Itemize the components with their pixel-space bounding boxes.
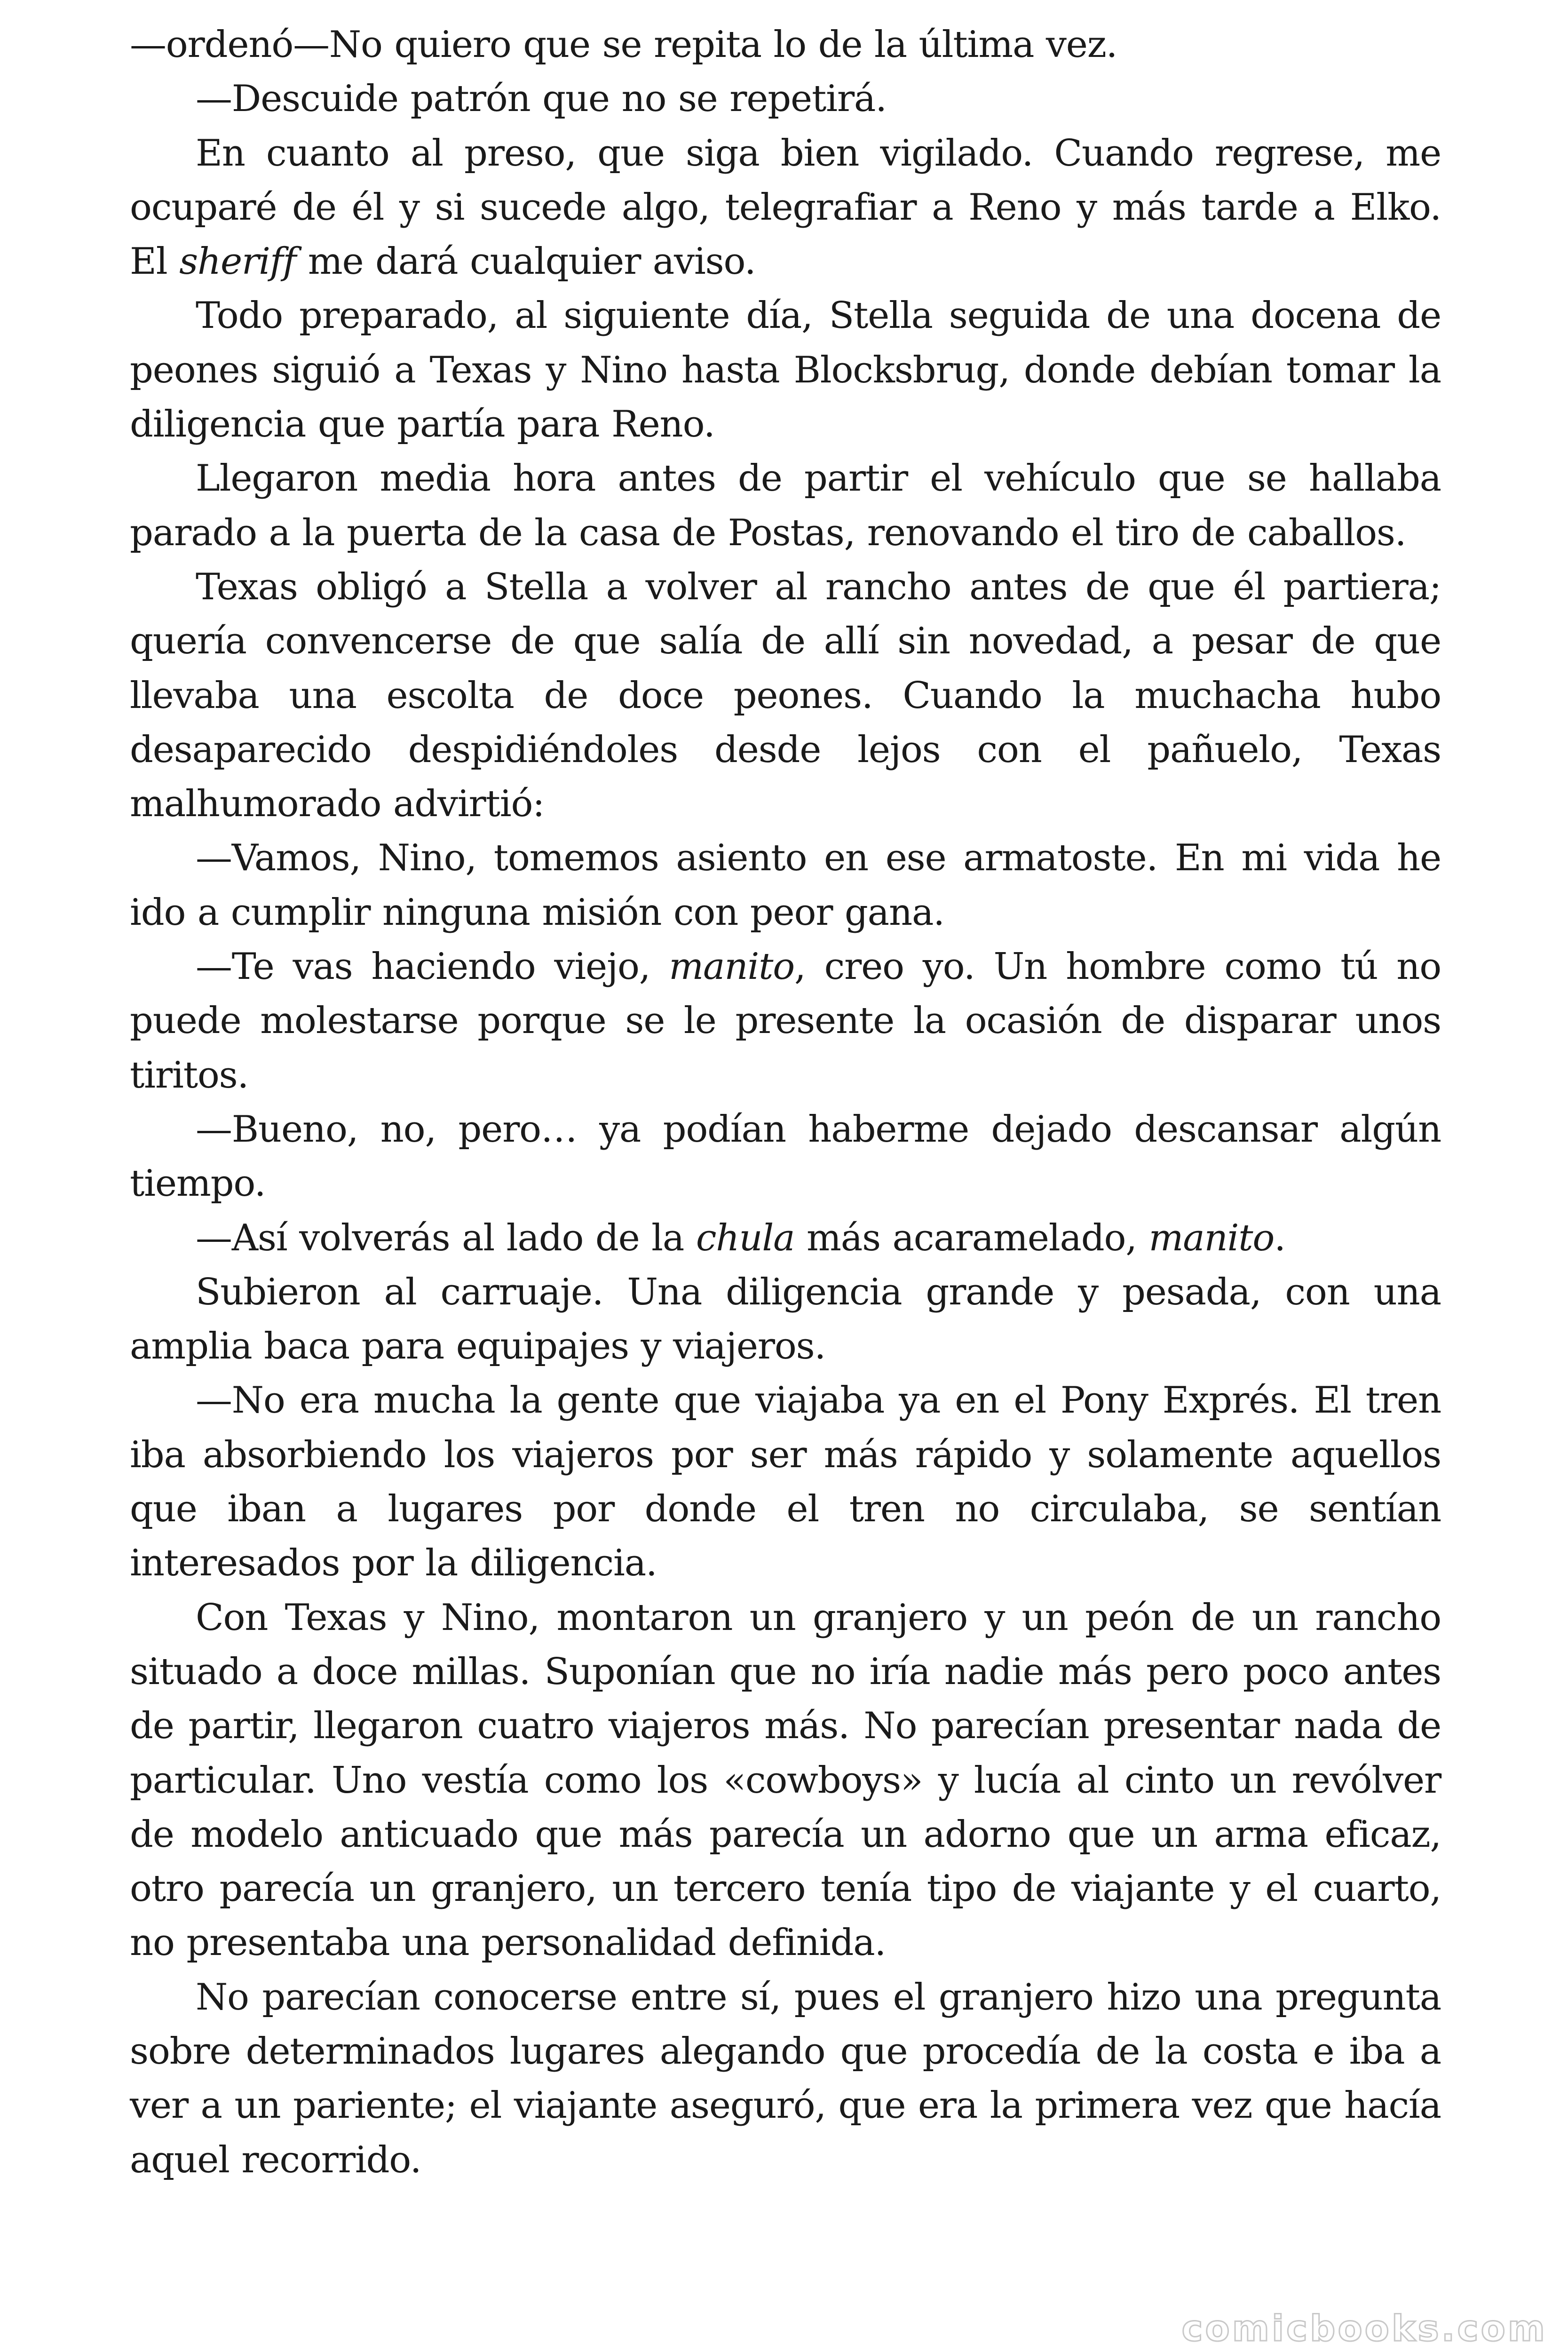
text-segment: —Te vas haciendo viejo, [196, 946, 669, 988]
text-segment: —Descuide patrón que no se repetirá. [196, 78, 887, 120]
text-segment: Subieron al carruaje. Una diligencia grande y pesada, con una amplia baca para equipajes y viajeros. [130, 1271, 1441, 1368]
text-segment: más acaramelado, [794, 1216, 1149, 1259]
paragraph [130, 1374, 1441, 1590]
text-segment: me dará cualquier aviso. [296, 240, 756, 283]
watermark: comicbooks.com [1181, 2307, 1547, 2349]
paragraph [130, 560, 1441, 831]
paragraph [130, 289, 1441, 452]
italic-text: chula [696, 1216, 795, 1259]
text-segment: , creo yo. Un hombre como tú no puede molestarse porque se le presente la ocasión de disparar unos tiritos. [130, 946, 1441, 1097]
text-segment: . [1274, 1216, 1285, 1259]
paragraph [130, 1265, 1441, 1374]
text-segment: —Bueno, no, pero… ya podían haberme dejado descansar algún tiempo. [130, 1108, 1441, 1205]
text-segment: —Vamos, Nino, tomemos asiento en ese armatoste. En mi vida he ido a cumplir ninguna misión con peor gana. [130, 837, 1441, 934]
paragraph [130, 1591, 1441, 1971]
paragraph [130, 18, 1441, 72]
text-segment: Llegaron media hora antes de partir el vehículo que se hallaba parado a la puerta de la casa de Postas, renovando el tiro de caballos. [130, 457, 1441, 554]
text-segment: En cuanto al preso, que siga bien vigilado. Cuando regrese, me ocuparé de él y si sucede algo, telegrafiar a Reno y más tarde a Elko. El [130, 132, 1441, 283]
text-segment: —Así volverás al lado de la [196, 1216, 696, 1259]
text-segment: Todo preparado, al siguiente día, Stella seguida de una docena de peones siguió a Texas y Nino hasta Blocksbrug, donde debían tomar la diligencia que partía para Reno. [130, 294, 1441, 446]
paragraph [130, 72, 1441, 126]
text-segment: Con Texas y Nino, montaron un granjero y un peón de un rancho situado a doce millas. Suponían que no iría nadie más pero poco antes de partir, llegaron cuatro viajeros más. No parecían presentar nada de particular. Uno vestía como los «cowboys» y lucía al cinto un revólver de modelo anticuado que más parecía un adorno que un arma eficaz, otro parecía un granjero, un tercero tenía tipo de viajante y el cuarto, no presentaba una personalidad definida. [130, 1596, 1441, 1964]
paragraph [130, 831, 1441, 940]
paragraph [130, 452, 1441, 560]
text-segment: —ordenó—No quiero que se repita lo de la última vez. [130, 24, 1117, 66]
paragraph [130, 1103, 1441, 1211]
italic-text: manito [1148, 1216, 1275, 1259]
paragraph [130, 1971, 1441, 2187]
italic-text: sheriff [179, 240, 296, 283]
paragraph [130, 1211, 1441, 1265]
text-segment: Texas obligó a Stella a volver al rancho antes de que él partiera; quería convencerse de que salía de allí sin novedad, a pesar de que llevaba una escolta de doce peones. Cuando la muchacha hubo desaparecido despidiéndoles desde lejos con el pañuelo, Texas malhumorado advirtió: [130, 565, 1441, 826]
paragraph [130, 127, 1441, 289]
body-text [130, 18, 1441, 2187]
italic-text: manito [669, 946, 795, 988]
paragraph [130, 940, 1441, 1103]
text-segment: No parecían conocerse entre sí, pues el granjero hizo una pregunta sobre determinados lugares alegando que procedía de la costa e iba a ver a un pariente; el viajante aseguró, que era la primera vez que hacía aquel recorrido. [130, 1976, 1441, 2181]
text-segment: —No era mucha la gente que viajaba ya en el Pony Exprés. El tren iba absorbiendo los viajeros por ser más rápido y solamente aquellos que iban a lugares por donde el tren no circulaba, se sentían interesados por la diligencia. [130, 1379, 1441, 1585]
